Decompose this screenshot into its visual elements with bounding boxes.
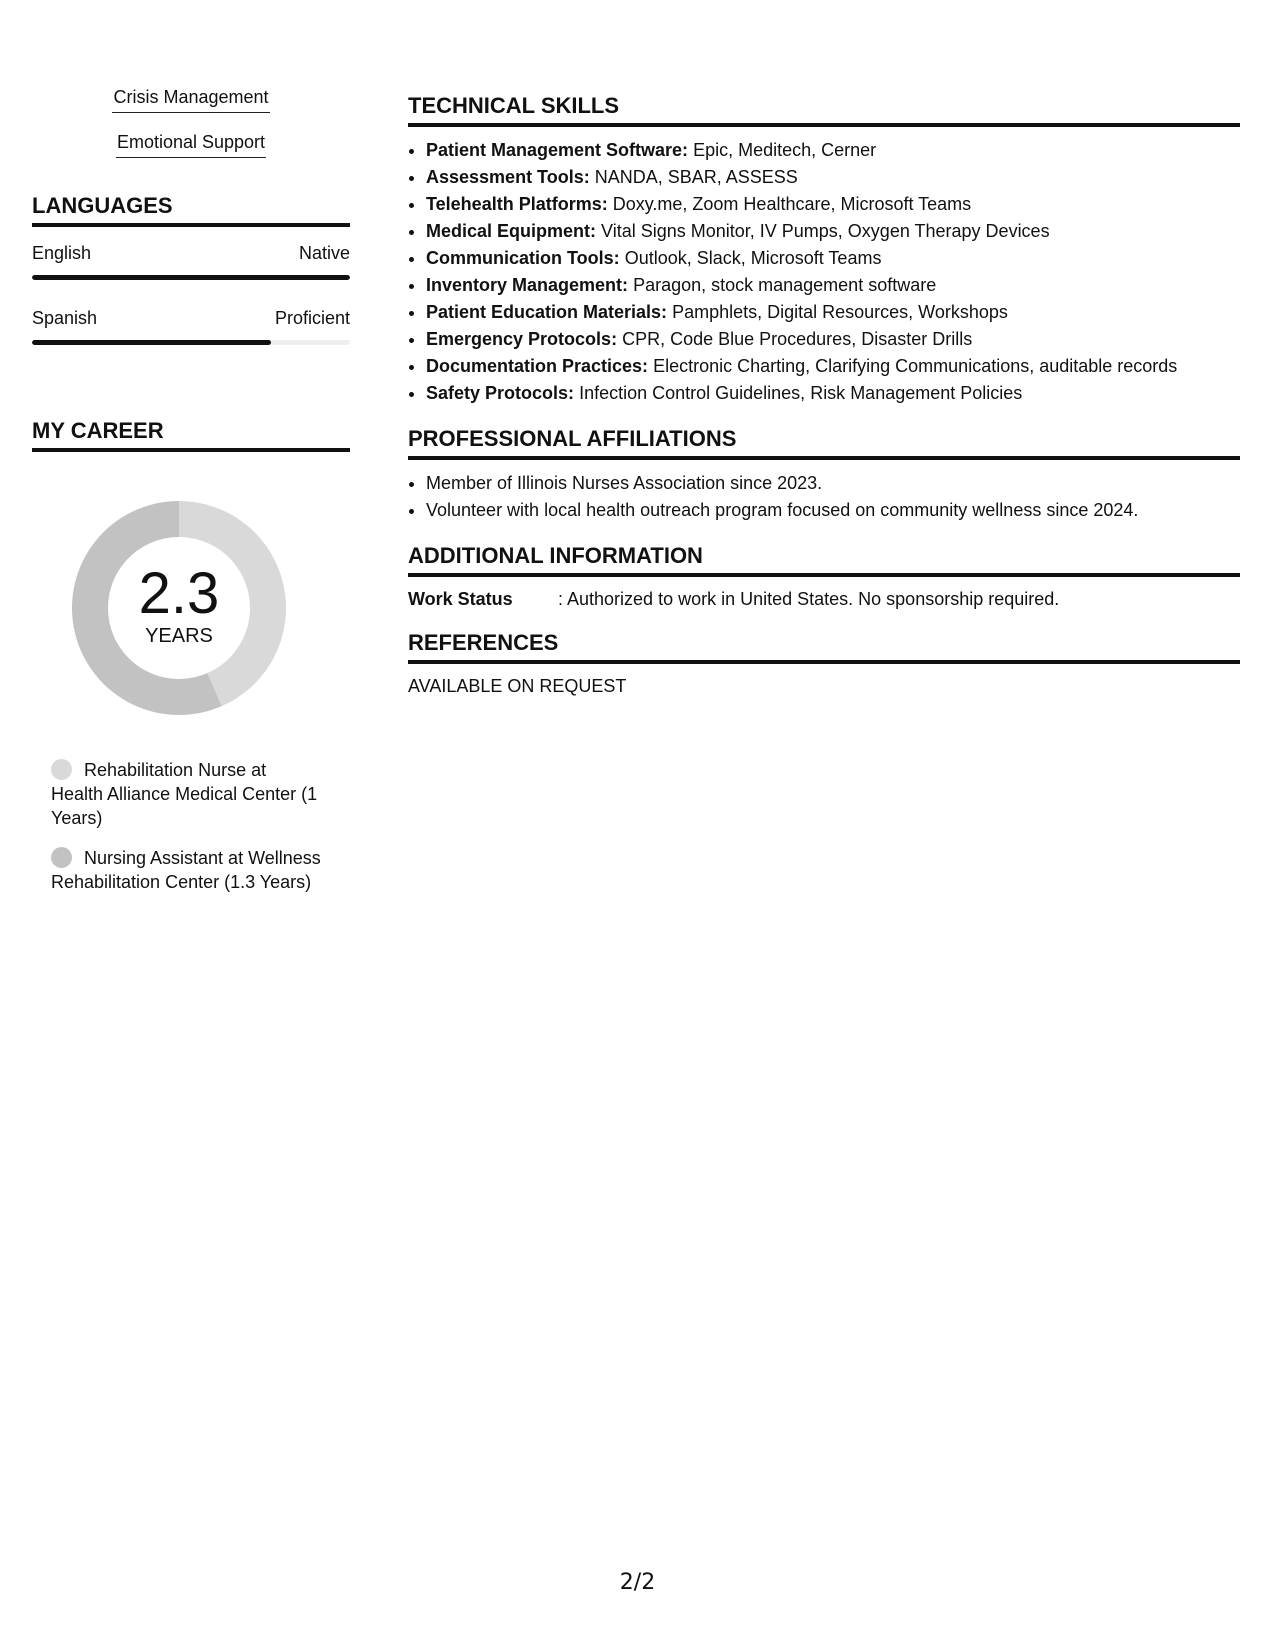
technical-skill-item [426, 218, 1240, 245]
page-number: 2/2 [619, 1570, 656, 1595]
technical-skill-value: Paragon, stock management software [633, 275, 937, 295]
technical-skill-label: Patient Education Materials: [426, 302, 668, 322]
language-level-bar [32, 275, 350, 280]
affiliation-item: • Member of Illinois Nurses Association since 2023. [426, 470, 1240, 497]
affiliations-list [408, 470, 1240, 524]
technical-skill-label: Emergency Protocols: [426, 329, 618, 349]
technical-skill-label: Patient Management Software: [426, 140, 689, 160]
technical-skill-value: Electronic Charting, Clarifying Communications, auditable records [653, 356, 1178, 376]
work-status-row [408, 587, 1240, 611]
legend-dot [51, 759, 72, 780]
technical-skill-label: Communication Tools: [426, 248, 620, 268]
legend-dot [51, 847, 72, 868]
career-legend [51, 758, 321, 894]
affiliations-section [408, 425, 1240, 524]
main-content [408, 92, 1240, 716]
language-name: Spanish [32, 308, 98, 328]
language-level-bar [32, 340, 350, 345]
technical-skill-item [426, 137, 1240, 164]
technical-skill-item [426, 353, 1240, 380]
technical-skill-value: Doxy.me, Zoom Healthcare, Microsoft Teams [612, 194, 972, 214]
career-legend-item [51, 758, 321, 830]
language-level-fill [32, 340, 271, 345]
affiliation-item: • Volunteer with local health outreach program focused on community wellness since 2024. [426, 497, 1240, 524]
work-status-value: : Authorized to work in United States. No sponsorship required. [558, 589, 1060, 609]
language-level-fill [32, 275, 350, 280]
technical-skill-value: CPR, Code Blue Procedures, Disaster Drills [622, 329, 973, 349]
additional-info-section [408, 542, 1240, 611]
technical-skill-value: Pamphlets, Digital Resources, Workshops [672, 302, 1008, 322]
career-total-value: 2.3 [138, 561, 220, 626]
technical-skill-label: Medical Equipment: [426, 221, 597, 241]
technical-skill-item [426, 380, 1240, 407]
language-level: Proficient [274, 308, 350, 328]
career-legend-item [51, 846, 321, 894]
career-donut-chart [65, 494, 293, 722]
languages-title: LANGUAGES [32, 192, 350, 227]
technical-skill-item [426, 299, 1240, 326]
career-total-unit: YEARS [145, 625, 213, 647]
skill-tag [32, 129, 350, 158]
language-level: Native [298, 243, 350, 263]
affiliations-title: PROFESSIONAL AFFILIATIONS [408, 425, 1240, 460]
technical-skills-section [408, 92, 1240, 407]
career-section [32, 417, 350, 894]
technical-skill-value: Vital Signs Monitor, IV Pumps, Oxygen Therapy Devices [601, 221, 1050, 241]
technical-skill-label: Assessment Tools: [426, 167, 590, 187]
references-title: REFERENCES [408, 629, 1240, 664]
references-text: AVAILABLE ON REQUEST [408, 676, 627, 696]
technical-skill-value: Outlook, Slack, Microsoft Teams [624, 248, 882, 268]
technical-skills-list [408, 137, 1240, 407]
languages-section [32, 192, 350, 345]
technical-skill-value: Infection Control Guidelines, Risk Management Policies [579, 383, 1023, 403]
language-row [32, 306, 350, 330]
career-total [65, 561, 293, 648]
career-position-text: Nursing Assistant at Wellness Rehabilitation Center (1.3 Years) [51, 848, 321, 892]
career-position-text: Rehabilitation Nurse at Health Alliance Medical Center (1 Years) [51, 760, 318, 828]
skill-tag-label: Crisis Management [112, 84, 269, 113]
technical-skill-value: Epic, Meditech, Cerner [693, 140, 877, 160]
skill-tag-label: Emotional Support [116, 129, 266, 158]
technical-skill-item [426, 164, 1240, 191]
language-row [32, 241, 350, 265]
additional-info-title: ADDITIONAL INFORMATION [408, 542, 1240, 577]
skill-tag [32, 84, 350, 113]
technical-skill-label: Inventory Management: [426, 275, 629, 295]
technical-skill-label: Safety Protocols: [426, 383, 575, 403]
technical-skill-item [426, 326, 1240, 353]
technical-skill-label: Telehealth Platforms: [426, 194, 608, 214]
references-section [408, 629, 1240, 698]
career-title: MY CAREER [32, 417, 350, 452]
technical-skill-label: Documentation Practices: [426, 356, 649, 376]
technical-skills-title: TECHNICAL SKILLS [408, 92, 1240, 127]
technical-skill-item [426, 191, 1240, 218]
sidebar [32, 84, 350, 910]
technical-skill-item [426, 245, 1240, 272]
technical-skill-value: NANDA, SBAR, ASSESS [594, 167, 798, 187]
language-name: English [32, 243, 92, 263]
work-status-label: Work Status [408, 589, 513, 609]
technical-skill-item [426, 272, 1240, 299]
